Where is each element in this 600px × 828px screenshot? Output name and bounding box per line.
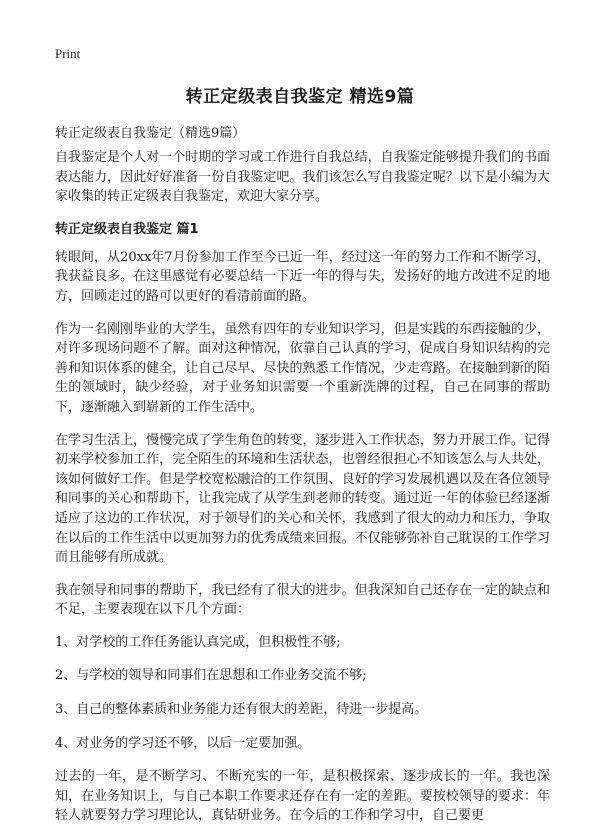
body-paragraph: 我在领导和同事的帮助下，我已经有了很大的进步。但我深知自己还存在一定的缺点和不足，主要表现在以下几个方面： (55, 582, 550, 618)
section-heading: 转正定级表自我鉴定 篇1 (55, 221, 199, 237)
list-item: 4、对业务的学习还不够，以后一定要加强。 (55, 735, 311, 751)
body-paragraph: 在学习生活上，慢慢完成了学生角色的转变，逐步进入工作状态，努力开展工作。记得初来学校参加工作，完全陌生的环境和生活状态，也曾经很担心不知该怎么与人共处，该如何做好工作。但是学校宽松融洽的工作氛围、良好的学习发展机遇以及在各位领导和同事的关心和帮助下，让我完成了从学生到老师的转变。通过近一年的体验已经逐渐适应了这边的工作状况，对于领导们的关心和关怀，我感到了很大的动力和压力，争取在以后的工作生活中以更加努力的优秀成绩来回报。不仅能够弥补自己耽误的工作学习而且能够有所成就。 (55, 432, 550, 566)
print-link[interactable]: Print (55, 46, 81, 61)
document-subtitle: 转正定级表自我鉴定（精选9篇） (55, 126, 246, 141)
body-paragraph: 作为一名刚刚毕业的大学生，虽然有四年的专业知识学习，但是实践的东西接触的少，对许多现场问题不了解。面对这种情况，依靠自己认真的学习，促成自身知识结构的完善和知识体系的健全，让自己尽早、尽快的熟悉工作情况，少走弯路。在接触到新的陌生的领域时，缺少经验，对于业务知识需要一个重新洗牌的过程，自己在同事的帮助下，逐渐融入到崭新的工作生活中。 (55, 321, 550, 415)
list-item: 3、自己的整体素质和业务能力还有很大的差距，待进一步提高。 (55, 702, 428, 718)
intro-paragraph: 自我鉴定是个人对一个时期的学习或工作进行自我总结，自我鉴定能够提升我们的书面表达能力，因此好好准备一份自我鉴定吧。我们该怎么写自我鉴定呢？以下是小编为大家收集的转正定级表自我鉴定，欢迎大家分享。 (55, 150, 550, 205)
list-item: 1、对学校的工作任务能认真完成，但积极性不够; (55, 634, 341, 650)
closing-paragraph: 过去的一年，是不断学习、不断充实的一年，是积极探索、逐步成长的一年。我也深知，在业务知识上，与自己本职工作要求还存在有一定的差距。要按校领导的要求：年轻人就要努力学习理论认，真钻研业务。在今后的工作和学习中，自己要更 (55, 769, 550, 824)
list-item: 2、与学校的领导和同事们在思想和工作业务交流不够; (55, 668, 367, 684)
page-title: 转正定级表自我鉴定 精选9篇 (185, 87, 415, 107)
article-body (55, 148, 550, 828)
body-paragraph: 转眼间，从20xx年7月份参加工作至今已近一年，经过这一年的努力工作和不断学习，我获益良多。在这里感觉有必要总结一下近一年的得与失，发扬好的地方改进不足的地方，回顾走过的路可以更好的看清前面的路。 (55, 249, 550, 304)
